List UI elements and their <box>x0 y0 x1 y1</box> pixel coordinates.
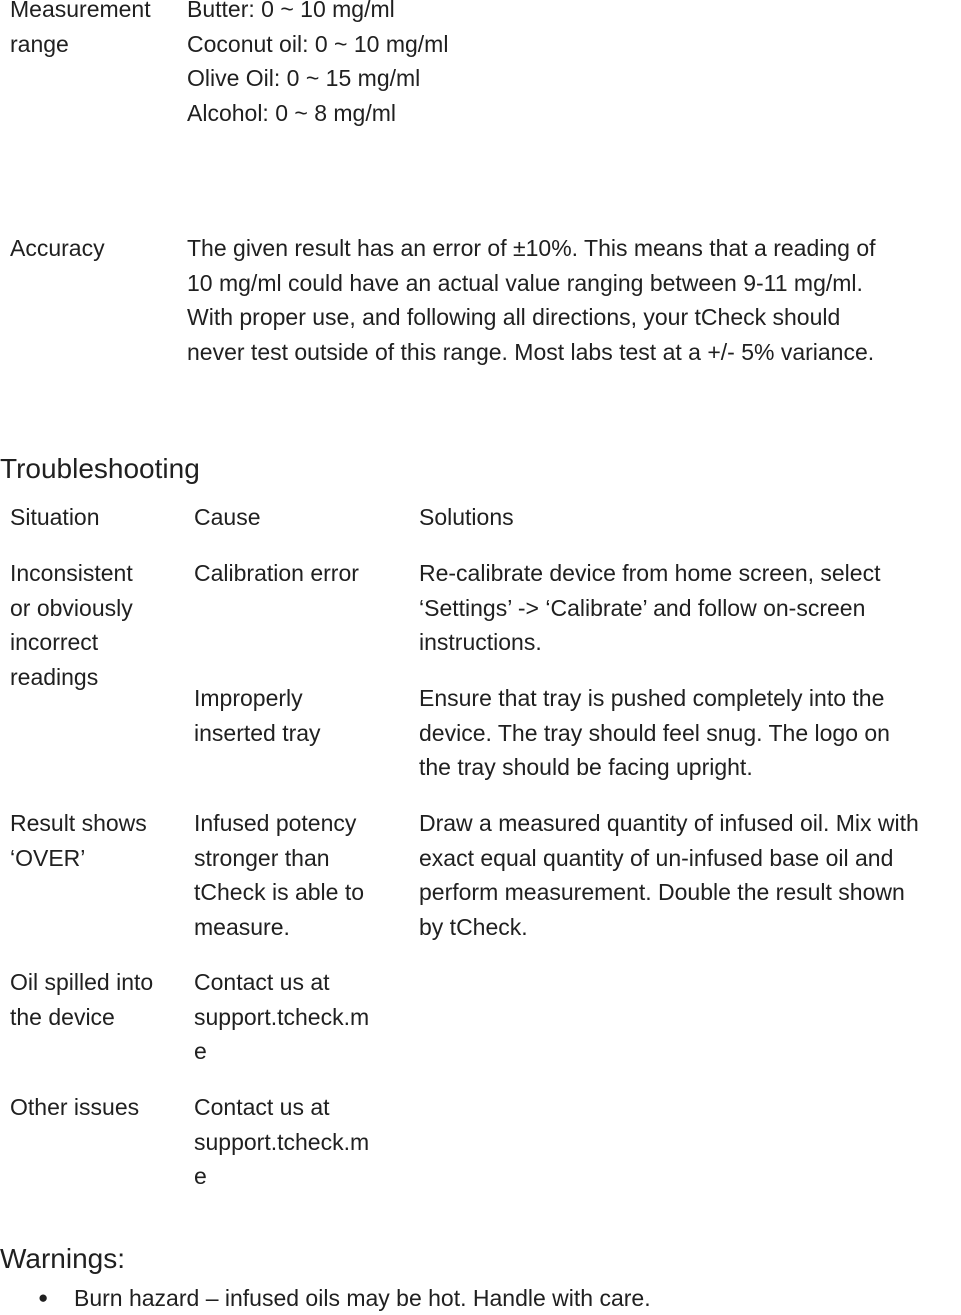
measurement-range-values <box>187 0 448 130</box>
cell-line: Calibration error <box>194 560 359 586</box>
cause-cell <box>194 1090 369 1194</box>
measurement-range-label <box>10 0 151 61</box>
cell-line: inserted tray <box>194 719 321 746</box>
range-line: Olive Oil: 0 ~ 15 mg/ml <box>187 65 421 91</box>
accuracy-label: Accuracy <box>10 235 105 261</box>
cell-line: or obviously <box>10 594 133 621</box>
cell-line: perform measurement. Double the result shown <box>419 879 905 905</box>
cell-line: Result shows <box>10 810 147 836</box>
cell-line: Other issues <box>10 1094 140 1120</box>
range-line: Butter: 0 ~ 10 mg/ml <box>187 0 395 22</box>
situation-cell <box>10 1090 139 1125</box>
cell-line: Inconsistent <box>10 560 133 586</box>
accuracy-line: With proper use, and following all directions, your tCheck should <box>187 304 841 330</box>
cell-line: Improperly <box>194 685 303 711</box>
label-line: range <box>10 30 69 57</box>
cell-line: support.tcheck.m <box>194 1003 370 1030</box>
cell-line: e <box>194 1038 207 1064</box>
bullet-icon: ● <box>38 1288 49 1307</box>
cell-line: Infused potency <box>194 810 357 836</box>
cause-cell <box>194 806 364 944</box>
cause-cell <box>194 965 369 1069</box>
cell-line: tCheck is able to <box>194 879 365 905</box>
cell-line: the device <box>10 1003 115 1030</box>
accuracy-description <box>187 231 876 369</box>
cell-line: Oil spilled into <box>10 969 154 995</box>
cell-line: readings <box>10 663 99 690</box>
cell-line: Ensure that tray is pushed completely into the <box>419 685 885 711</box>
solution-cell <box>419 681 890 785</box>
cell-line: device. The tray should feel snug. The logo on <box>419 719 890 746</box>
situation-cell <box>10 556 133 694</box>
column-header-cause: Cause <box>194 504 261 530</box>
cell-line: exact equal quantity of un-infused base oil and <box>419 844 894 871</box>
cell-line: Draw a measured quantity of infused oil. Mix with <box>419 810 919 836</box>
cell-line: stronger than <box>194 844 330 871</box>
cell-line: Contact us at <box>194 969 330 995</box>
cell-line: Re-calibrate device from home screen, select <box>419 560 881 586</box>
situation-cell <box>10 965 153 1034</box>
situation-cell <box>10 806 147 875</box>
cell-line: ‘OVER’ <box>10 844 86 871</box>
label-line: Measurement <box>10 0 151 22</box>
range-line: Alcohol: 0 ~ 8 mg/ml <box>187 99 397 126</box>
cell-line: Contact us at <box>194 1094 330 1120</box>
accuracy-line: 10 mg/ml could have an actual value ranging between 9-11 mg/ml. <box>187 269 863 296</box>
cell-line: e <box>194 1163 207 1189</box>
cell-line: instructions. <box>419 629 542 655</box>
warnings-heading: Warnings: <box>0 1243 126 1274</box>
accuracy-line: The given result has an error of ±10%. This means that a reading of <box>187 235 876 261</box>
cell-line: incorrect <box>10 629 99 655</box>
solution-cell <box>419 556 880 660</box>
warning-item: Burn hazard – infused oils may be hot. Handle with care. <box>74 1285 651 1311</box>
cell-line: measure. <box>194 913 290 940</box>
cell-line: by tCheck. <box>419 913 528 940</box>
troubleshooting-heading: Troubleshooting <box>0 453 200 484</box>
column-header-solutions: Solutions <box>419 504 514 530</box>
column-header-situation: Situation <box>10 504 100 530</box>
cause-cell <box>194 681 321 750</box>
accuracy-line: never test outside of this range. Most labs test at a +/- 5% variance. <box>187 338 875 365</box>
range-line: Coconut oil: 0 ~ 10 mg/ml <box>187 30 449 57</box>
cell-line: the tray should be facing upright. <box>419 754 753 780</box>
cause-cell <box>194 556 359 591</box>
solution-cell <box>419 806 919 944</box>
cell-line: ‘Settings’ -> ‘Calibrate’ and follow on-screen <box>419 594 866 621</box>
cell-line: support.tcheck.m <box>194 1128 370 1155</box>
